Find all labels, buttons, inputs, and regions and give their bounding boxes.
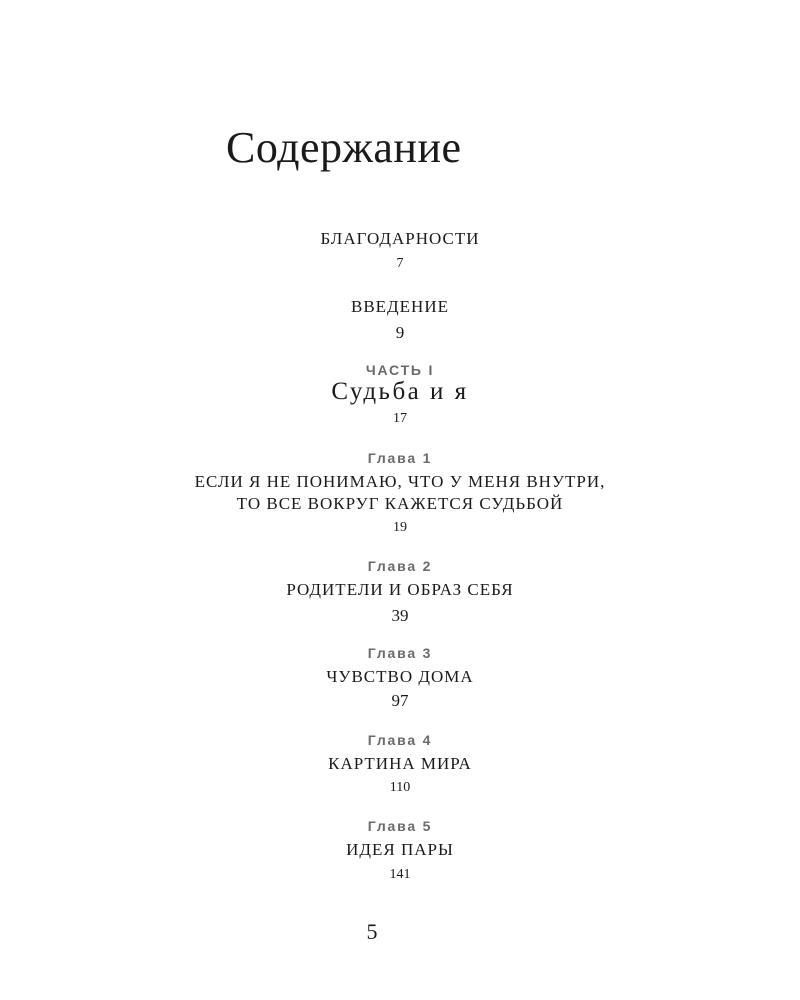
chapter-title-line: ТО ВСЕ ВОКРУГ КАЖЕТСЯ СУДЬБОЙ (236, 494, 564, 513)
page-folio: 5 (366, 919, 378, 944)
chapter-title: РОДИТЕЛИ И ОБРАЗ СЕБЯ (286, 580, 514, 599)
toc-page-number: 141 (389, 867, 411, 882)
toc-page-number: 39 (391, 606, 409, 625)
chapter-title: КАРТИНА МИРА (328, 754, 472, 773)
chapter-title-line: ЕСЛИ Я НЕ ПОНИМАЮ, ЧТО У МЕНЯ ВНУТРИ, (194, 472, 606, 491)
chapter-title: ЧУВСТВО ДОМА (326, 667, 474, 686)
chapter-title: ИДЕЯ ПАРЫ (346, 840, 454, 859)
toc-page-number: 7 (396, 256, 404, 271)
chapter-label: Глава 2 (367, 558, 433, 574)
chapter-label: Глава 1 (367, 450, 433, 466)
part-label: ЧАСТЬ I (365, 362, 435, 378)
toc-page-number: 9 (395, 323, 405, 342)
toc-page-number: 97 (391, 691, 409, 710)
chapter-label: Глава 4 (367, 732, 433, 748)
toc-entry-acknowledgements: БЛАГОДАРНОСТИ (320, 229, 480, 248)
toc-page-number: 17 (393, 411, 407, 426)
toc-entry-introduction: ВВЕДЕНИЕ (351, 297, 449, 316)
chapter-label: Глава 3 (367, 645, 433, 661)
part-title: Судьба и я (331, 378, 469, 405)
toc-page-number: 19 (393, 520, 407, 535)
page-title: Содержание (226, 123, 462, 172)
chapter-label: Глава 5 (367, 818, 433, 834)
toc-page-number: 110 (389, 780, 411, 795)
